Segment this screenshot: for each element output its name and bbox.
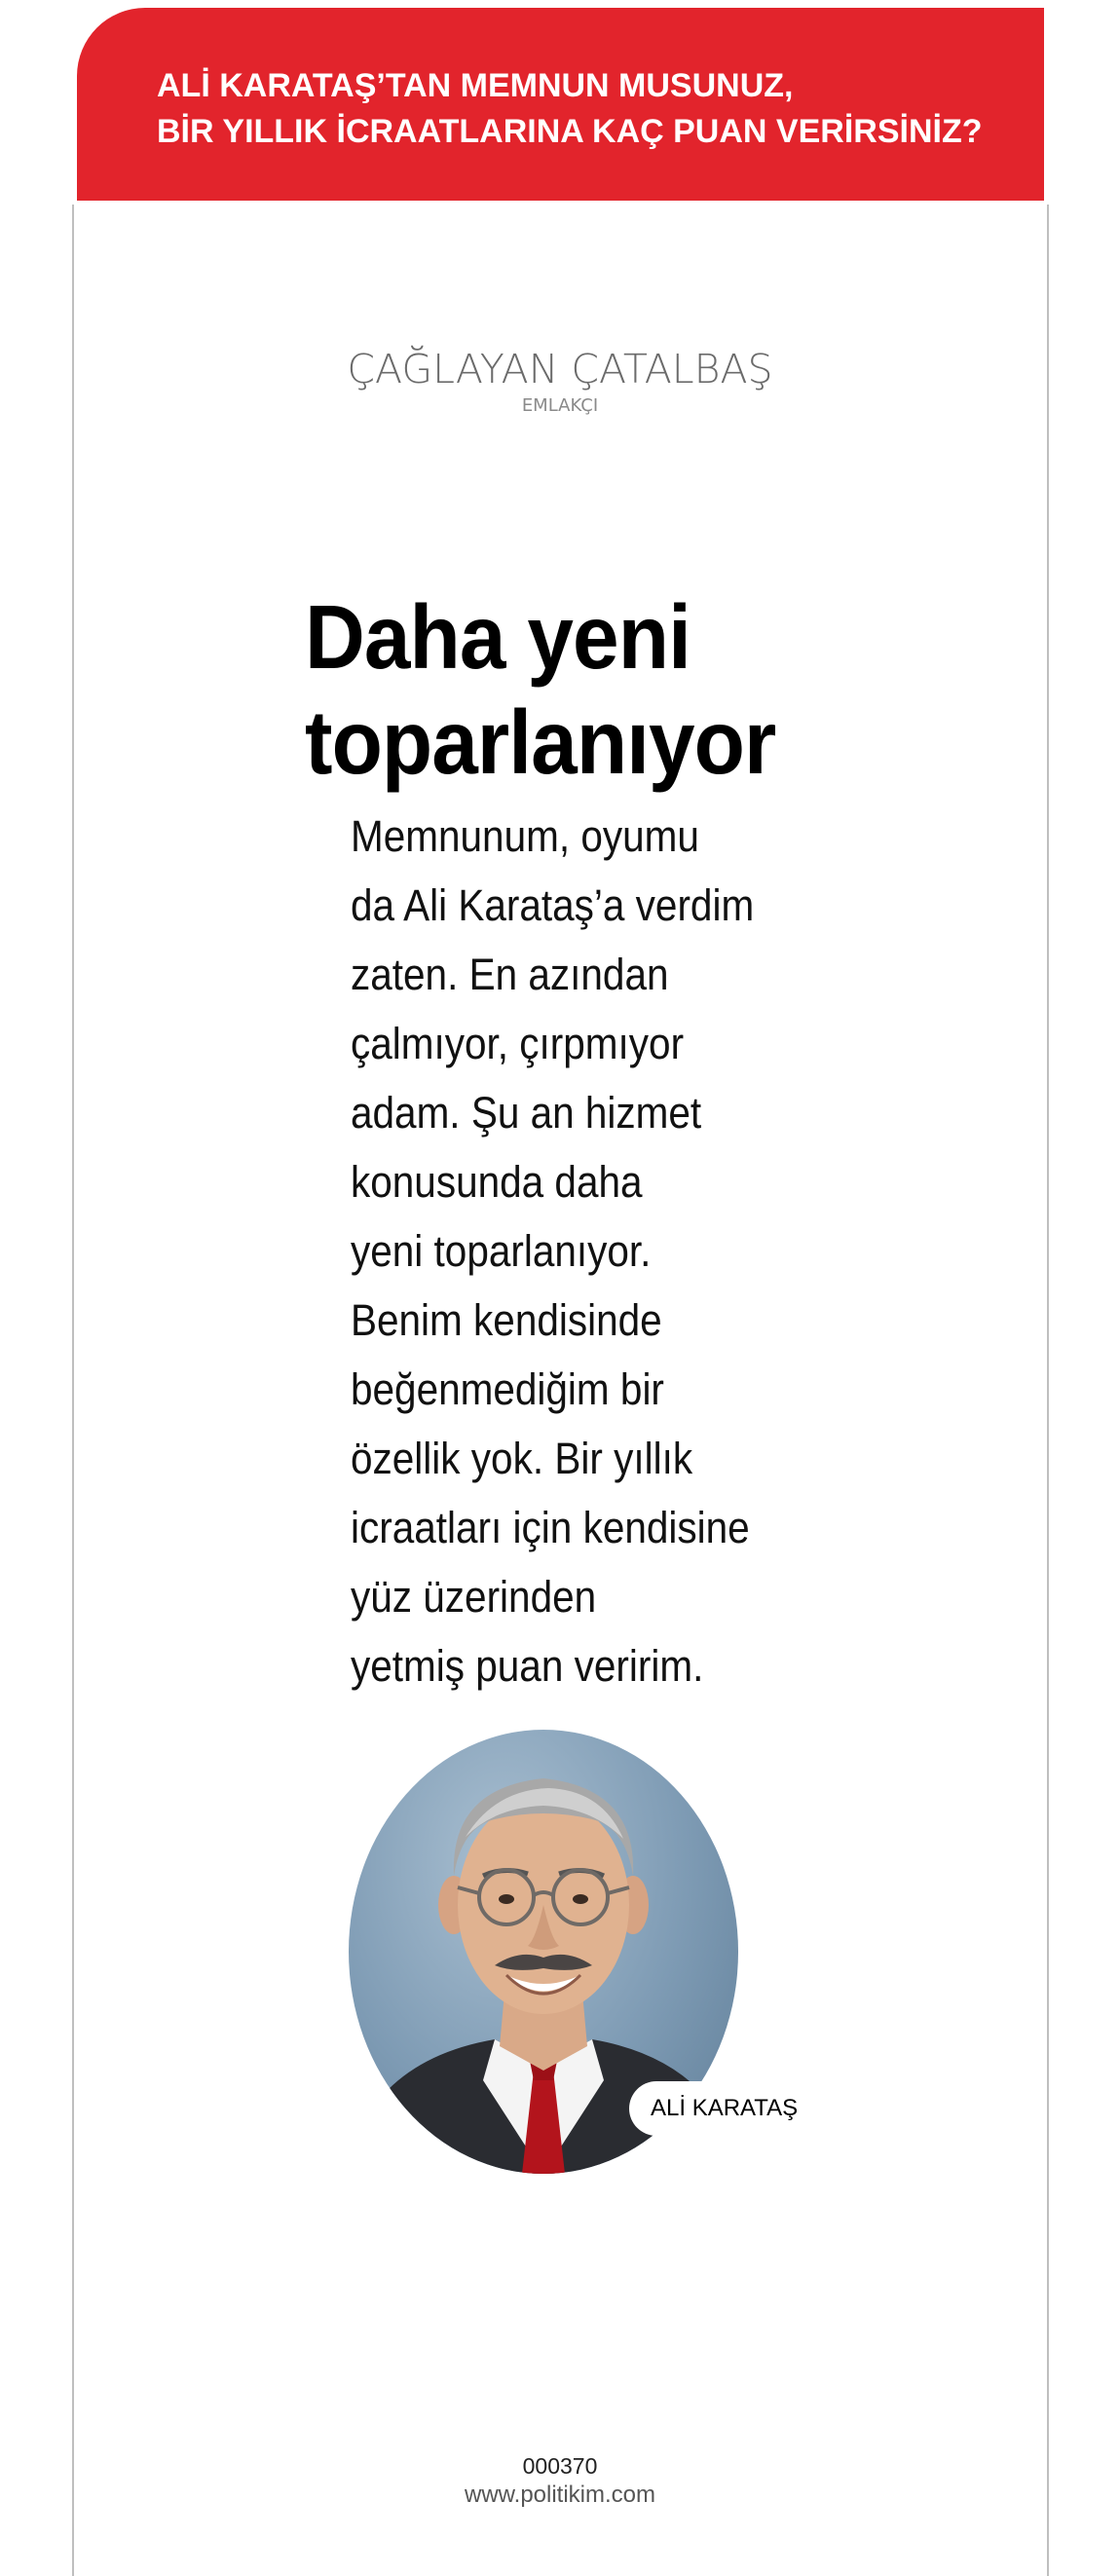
quote-line: yeni toparlanıyor. xyxy=(351,1226,652,1276)
quote-line: da Ali Karataş’a verdim xyxy=(351,880,755,930)
quote-line: icraatları için kendisine xyxy=(351,1503,750,1552)
author-name: ÇAĞLAYAN ÇATALBAŞ xyxy=(347,346,773,392)
quote-line: yüz üzerinden xyxy=(351,1572,597,1622)
headline-line-1: Daha yeni xyxy=(305,586,691,688)
quote-line: Benim kendisinde xyxy=(351,1295,662,1345)
author-role: EMLAKÇI xyxy=(521,395,599,416)
footer xyxy=(0,2451,1120,2510)
banner-line-2: BİR YILLIK İCRAATLARINA KAÇ PUAN VERİRSİNİZ? xyxy=(157,113,983,150)
question-banner xyxy=(77,8,1044,201)
website-link[interactable]: www.politikim.com xyxy=(464,2482,656,2508)
quote-line: çalmıyor, çırpmıyor xyxy=(351,1019,685,1068)
portrait-name-tag: ALİ KARATAŞ xyxy=(629,2081,819,2136)
headline xyxy=(305,584,987,795)
quote-line: yetmiş puan veririm. xyxy=(351,1641,704,1691)
quote-line: Memnunum, oyumu xyxy=(351,811,699,861)
headline-line-2: toparlanıyor xyxy=(305,691,776,793)
ad-code: 000370 xyxy=(522,2453,598,2479)
author-block xyxy=(0,346,1120,418)
quote-line: özellik yok. Bir yıllık xyxy=(351,1434,693,1483)
quote-line: beğenmediğim bir xyxy=(351,1364,664,1414)
quote-text xyxy=(351,802,857,1700)
quote-line: konusunda daha xyxy=(351,1157,643,1207)
banner-line-1: ALİ KARATAŞ’TAN MEMNUN MUSUNUZ, xyxy=(157,67,794,104)
quote-line: adam. Şu an hizmet xyxy=(351,1088,702,1138)
quote-line: zaten. En azından xyxy=(351,950,669,999)
